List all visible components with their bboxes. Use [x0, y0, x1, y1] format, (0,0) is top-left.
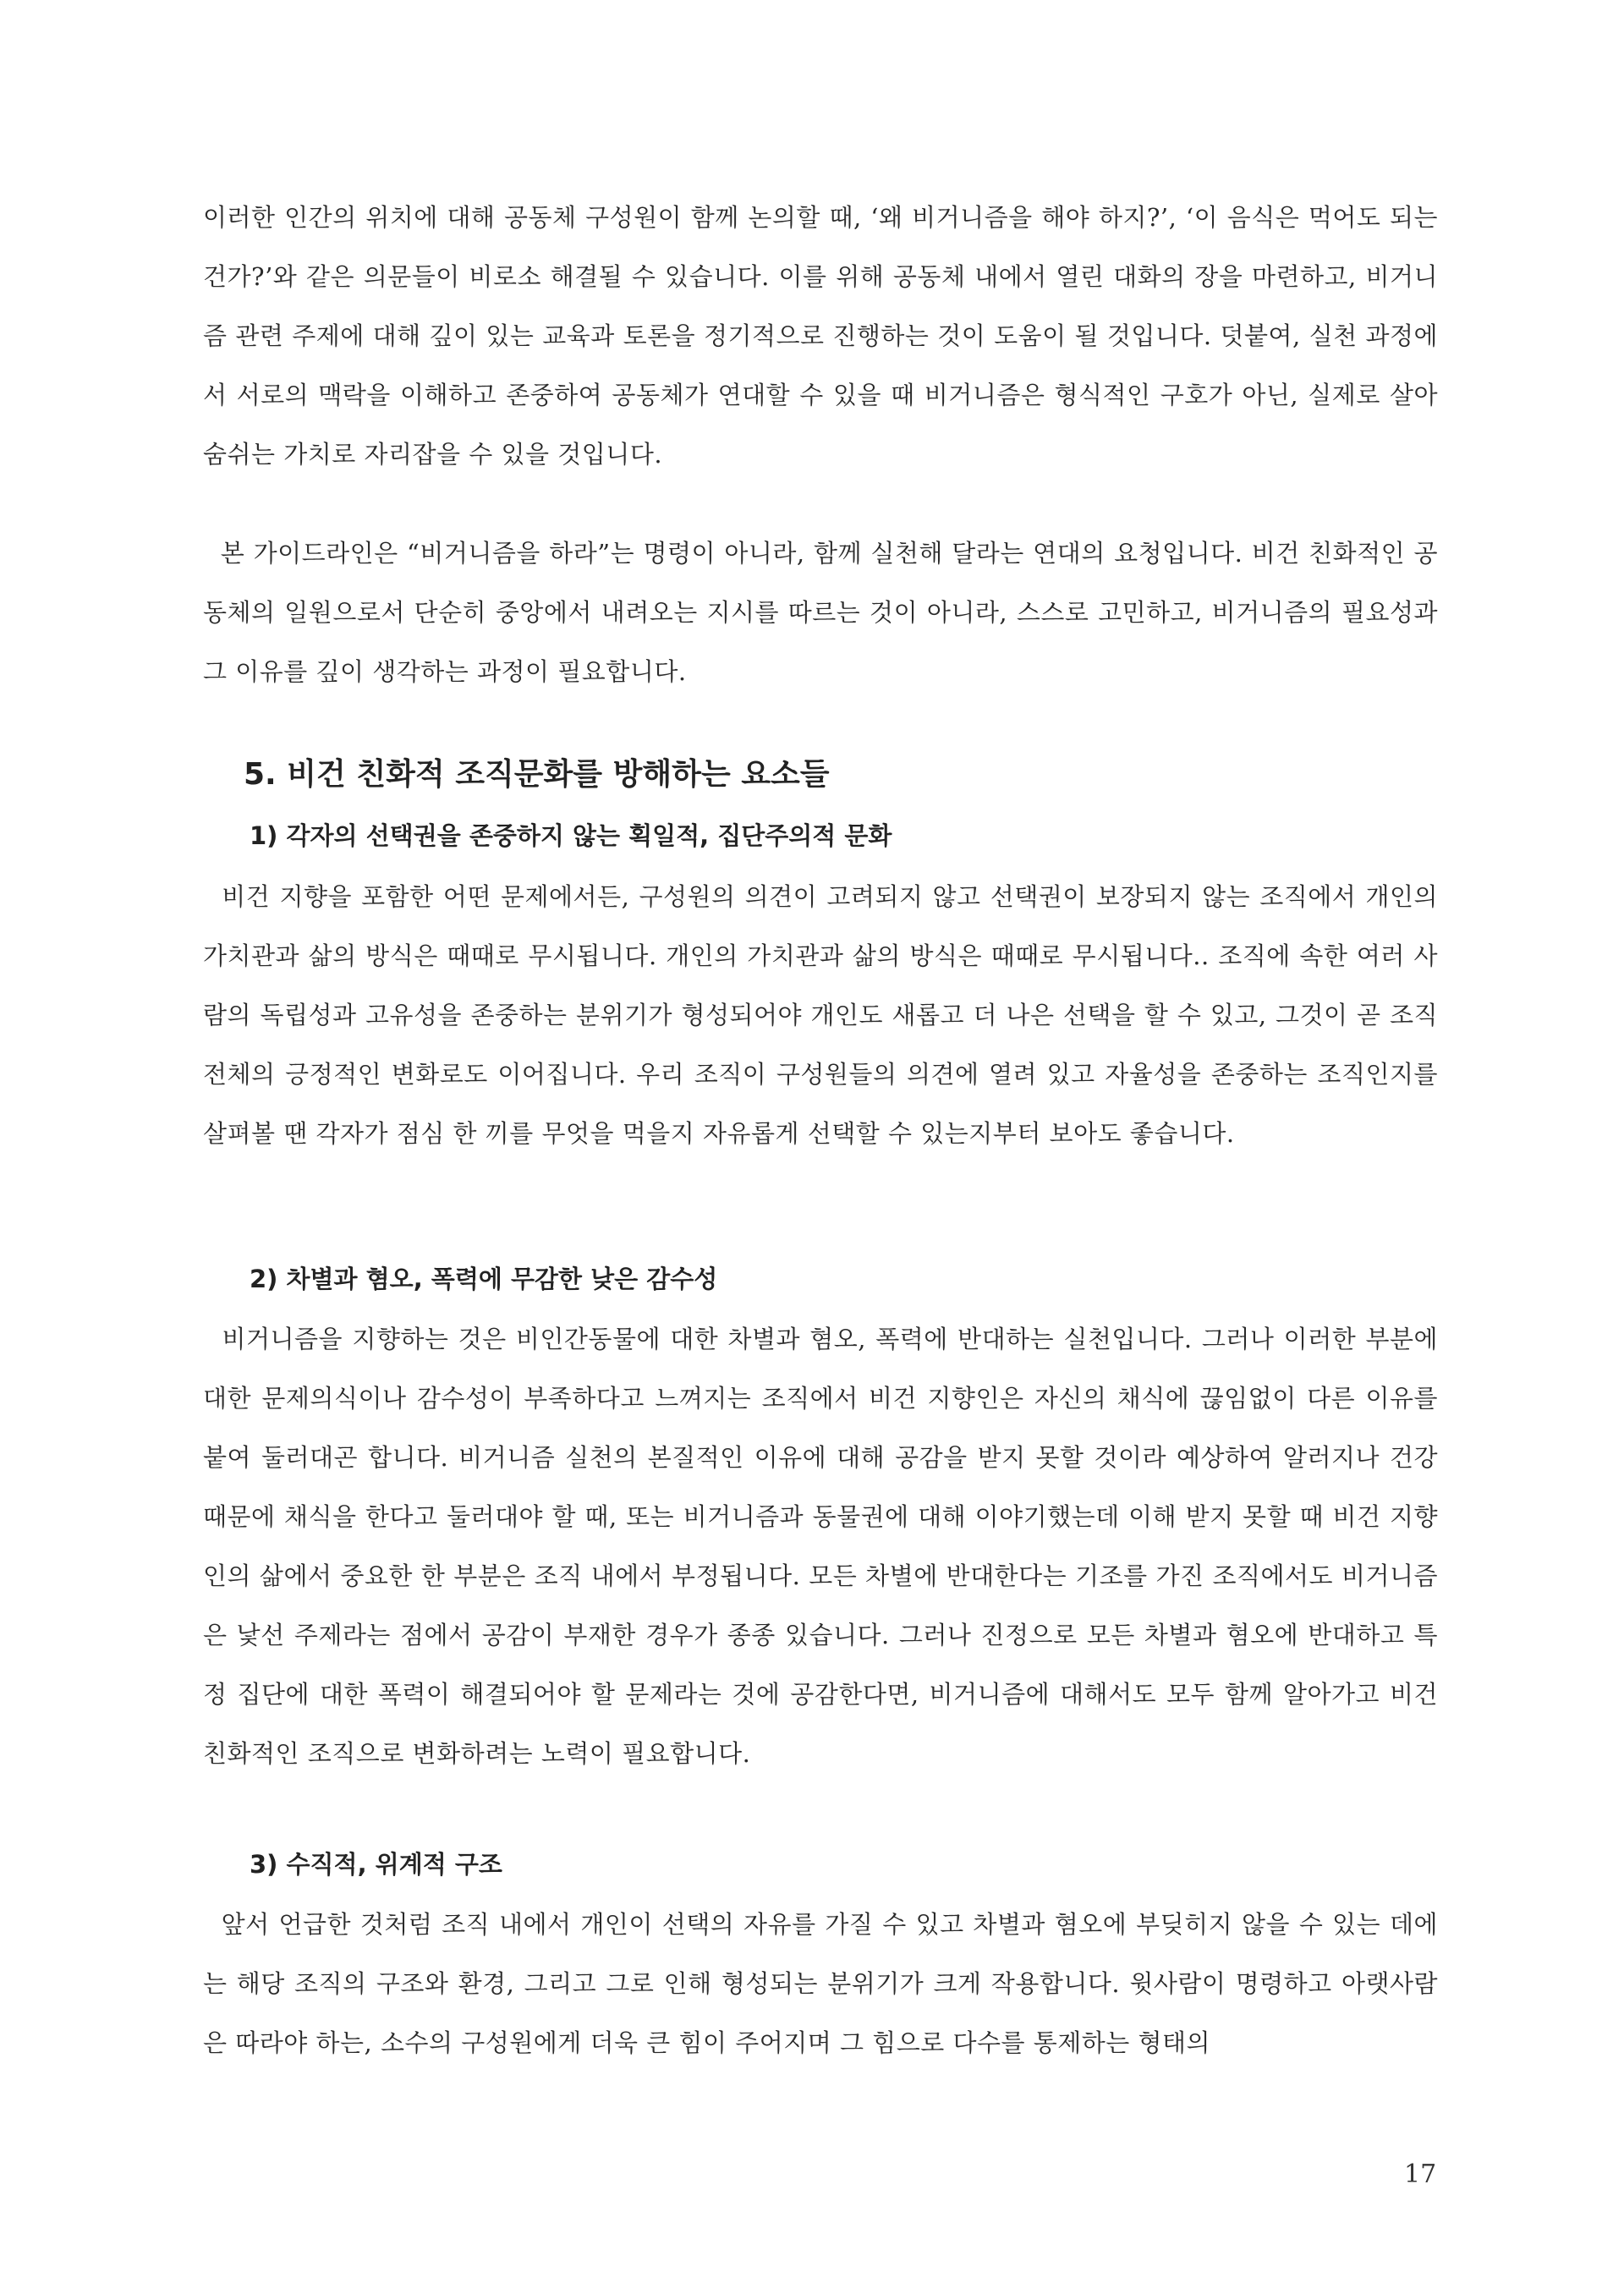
section-heading: 5. 비건 친화적 조직문화를 방해하는 요소들 — [244, 757, 830, 792]
subsection-heading-3: 3) 수직적, 위계적 구조 — [250, 1850, 502, 1879]
subsection-heading-2: 2) 차별과 혐오, 폭력에 무감한 낮은 감수성 — [250, 1265, 718, 1293]
paragraph-text: 이러한 인간의 위치에 대해 공동체 구성원이 함께 논의할 때, ‘왜 비거니즘을 해야 하지?’, ‘이 음식은 먹어도 되는 건가?’와 같은 의문들이 비로소 해결될 수 있습니다. 이를 위해 공동체 내에서 열린 대화의 장을 마련하고, 비거니즘 관련 주제에 대해 깊이 있는 교육과 토론을 정기적으로 진행하는 것이 도움이 될 것입니다. 덧붙여, 실천 과정에서 서로의 맥락을 이해하고 존중하여 공동체가 연대할 수 있을 때 비거니즘은 형식적인 구호가 아닌, 실제로 살아 숨쉬는 가치로 자리잡을 수 있을 것입니다. — [203, 203, 1446, 469]
paragraph-text: 비거니즘을 지향하는 것은 비인간동물에 대한 차별과 혐오, 폭력에 반대하는 실천입니다. 그러나 이러한 부분에 대한 문제의식이나 감수성이 부족하다고 느껴지는 조직에서 비건 지향인은 자신의 채식에 끊임없이 다른 이유를 붙여 둘러대곤 합니다. 비거니즘 실천의 본질적인 이유에 대해 공감을 받지 못할 것이라 예상하여 알러지나 건강 때문에 채식을 한다고 둘러대야 할 때, 또는 비거니즘과 동물권에 대해 이야기했는데 이해 받지 못할 때 비건 지향인의 삶에서 중요한 한 부분은 조직 내에서 부정됩니다. 모든 차별에 반대한다는 기조를 가진 조직에서도 비거니즘은 낯선 주제라는 점에서 공감이 부재한 경우가 종종 있습니다. 그러나 진정으로 모든 차별과 혐오에 반대하고 특정 집단에 대한 폭력이 해결되어야 할 문제라는 것에 공감한다면, 비거니즘에 대해서도 모두 함께 알아가고 비건 친화적인 조직으로 변화하려는 노력이 필요합니다. — [203, 1325, 1446, 1768]
subsection-body-3 — [203, 1895, 1438, 2072]
subsection-heading-1: 1) 각자의 선택권을 존중하지 않는 획일적, 집단주의적 문화 — [250, 821, 892, 850]
page-number: 17 — [1404, 2160, 1437, 2189]
subsection-body-2 — [203, 1309, 1446, 1783]
subsection-body-1 — [203, 867, 1446, 1163]
paragraph-text: 비건 지향을 포함한 어떤 문제에서든, 구성원의 의견이 고려되지 않고 선택권이 보장되지 않는 조직에서 개인의 가치관과 삶의 방식은 때때로 무시됩니다. 개인의 가치관과 삶의 방식은 때때로 무시됩니다.. 조직에 속한 여러 사람의 독립성과 고유성을 존중하는 분위기가 형성되어야 개인도 새롭고 더 나은 선택을 할 수 있고, 그것이 곧 조직 전체의 긍정적인 변화로도 이어집니다. 우리 조직이 구성원들의 의견에 열려 있고 자율성을 존중하는 조직인지를 살펴볼 땐 각자가 점심 한 끼를 무엇을 먹을지 자유롭게 선택할 수 있는지부터 보아도 좋습니다. — [203, 882, 1446, 1148]
paragraph-text: 본 가이드라인은 “비거니즘을 하라”는 명령이 아니라, 함께 실천해 달라는 연대의 요청입니다. 비건 친화적인 공동체의 일원으로서 단순히 중앙에서 내려오는 지시를 따르는 것이 아니라, 스스로 고민하고, 비거니즘의 필요성과 그 이유를 깊이 생각하는 과정이 필요합니다. — [203, 539, 1446, 686]
paragraph-guideline — [203, 524, 1446, 701]
paragraph-intro — [203, 188, 1446, 484]
paragraph-text: 앞서 언급한 것처럼 조직 내에서 개인이 선택의 자유를 가질 수 있고 차별과 혐오에 부딪히지 않을 수 있는 데에는 해당 조직의 구조와 환경, 그리고 그로 인해 형성되는 분위기가 크게 작용합니다. 윗사람이 명령하고 아랫사람은 따라야 하는, 소수의 구성원에게 더욱 큰 힘이 주어지며 그 힘으로 다수를 통제하는 형태의 — [203, 1910, 1439, 2057]
